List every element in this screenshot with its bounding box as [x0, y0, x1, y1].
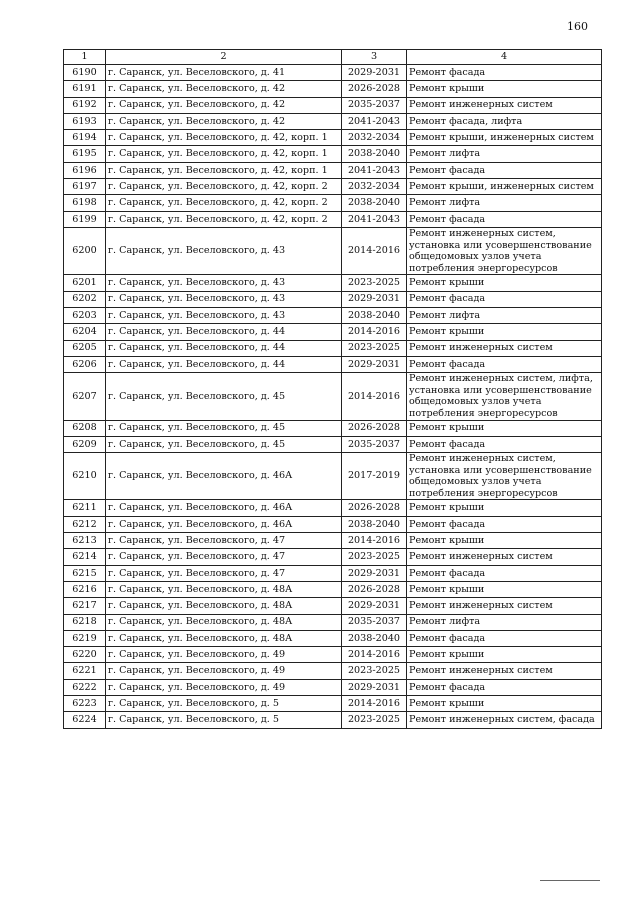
- work-type-cell: Ремонт фасада: [407, 679, 602, 695]
- period-cell: 2041-2043: [342, 211, 407, 227]
- address-cell: г. Саранск, ул. Веселовского, д. 5: [106, 696, 342, 712]
- period-cell: 2023-2025: [342, 663, 407, 679]
- table-row: [64, 516, 602, 532]
- row-number-cell: 6213: [64, 533, 106, 549]
- table-row: [64, 195, 602, 211]
- table-row: [64, 549, 602, 565]
- work-type-cell: Ремонт фасада, лифта: [407, 113, 602, 129]
- period-cell: 2023-2025: [342, 712, 407, 728]
- table-row: [64, 420, 602, 436]
- address-cell: г. Саранск, ул. Веселовского, д. 42: [106, 113, 342, 129]
- period-cell: 2014-2016: [342, 647, 407, 663]
- table-row: [64, 453, 602, 500]
- row-number-cell: 6223: [64, 696, 106, 712]
- work-type-cell: Ремонт крыши: [407, 420, 602, 436]
- period-cell: 2038-2040: [342, 146, 407, 162]
- row-number-cell: 6192: [64, 97, 106, 113]
- work-type-cell: Ремонт фасада: [407, 291, 602, 307]
- work-type-cell: Ремонт фасада: [407, 630, 602, 646]
- row-number-cell: 6221: [64, 663, 106, 679]
- row-number-cell: 6198: [64, 195, 106, 211]
- table-row: [64, 500, 602, 516]
- row-number-cell: 6197: [64, 179, 106, 195]
- table-row: [64, 533, 602, 549]
- row-number-cell: 6211: [64, 500, 106, 516]
- row-number-cell: 6218: [64, 614, 106, 630]
- address-cell: г. Саранск, ул. Веселовского, д. 48А: [106, 614, 342, 630]
- address-cell: г. Саранск, ул. Веселовского, д. 49: [106, 663, 342, 679]
- period-cell: 2041-2043: [342, 162, 407, 178]
- repair-schedule-table: [63, 49, 602, 729]
- work-type-cell: Ремонт крыши: [407, 647, 602, 663]
- period-cell: 2029-2031: [342, 65, 407, 81]
- work-type-cell: Ремонт крыши: [407, 324, 602, 340]
- period-cell: 2014-2016: [342, 696, 407, 712]
- row-number-cell: 6222: [64, 679, 106, 695]
- table-row: [64, 696, 602, 712]
- work-type-cell: Ремонт фасада: [407, 436, 602, 452]
- work-type-cell: Ремонт фасада: [407, 65, 602, 81]
- period-cell: 2014-2016: [342, 227, 407, 274]
- row-number-cell: 6207: [64, 373, 106, 420]
- row-number-cell: 6208: [64, 420, 106, 436]
- address-cell: г. Саранск, ул. Веселовского, д. 42: [106, 81, 342, 97]
- period-cell: 2026-2028: [342, 581, 407, 597]
- address-cell: г. Саранск, ул. Веселовского, д. 43: [106, 275, 342, 291]
- table-row: [64, 65, 602, 81]
- row-number-cell: 6214: [64, 549, 106, 565]
- period-cell: 2026-2028: [342, 420, 407, 436]
- work-type-cell: Ремонт крыши: [407, 275, 602, 291]
- work-type-cell: Ремонт инженерных систем: [407, 598, 602, 614]
- table-row: [64, 614, 602, 630]
- address-cell: г. Саранск, ул. Веселовского, д. 44: [106, 356, 342, 372]
- table-row: [64, 97, 602, 113]
- table-row: [64, 227, 602, 274]
- work-type-cell: Ремонт фасада: [407, 516, 602, 532]
- address-cell: г. Саранск, ул. Веселовского, д. 43: [106, 227, 342, 274]
- table-row: [64, 679, 602, 695]
- work-type-cell: Ремонт крыши: [407, 500, 602, 516]
- table-header-row: [64, 50, 602, 65]
- period-cell: 2032-2034: [342, 179, 407, 195]
- table-row: [64, 598, 602, 614]
- row-number-cell: 6219: [64, 630, 106, 646]
- period-cell: 2014-2016: [342, 324, 407, 340]
- table-row: [64, 113, 602, 129]
- period-cell: 2023-2025: [342, 549, 407, 565]
- work-type-cell: Ремонт крыши, инженерных систем: [407, 179, 602, 195]
- table-row: [64, 647, 602, 663]
- work-type-cell: Ремонт фасада: [407, 356, 602, 372]
- row-number-cell: 6205: [64, 340, 106, 356]
- work-type-cell: Ремонт инженерных систем, установка или усовершенствование общедомовых узлов учета потребления энергоресурсов: [407, 227, 602, 274]
- row-number-cell: 6200: [64, 227, 106, 274]
- address-cell: г. Саранск, ул. Веселовского, д. 49: [106, 647, 342, 663]
- table-row: [64, 565, 602, 581]
- address-cell: г. Саранск, ул. Веселовского, д. 41: [106, 65, 342, 81]
- address-cell: г. Саранск, ул. Веселовского, д. 42, корп. 1: [106, 130, 342, 146]
- table-row: [64, 373, 602, 420]
- work-type-cell: Ремонт лифта: [407, 146, 602, 162]
- table-row: [64, 275, 602, 291]
- address-cell: г. Саранск, ул. Веселовского, д. 48А: [106, 598, 342, 614]
- period-cell: 2023-2025: [342, 275, 407, 291]
- row-number-cell: 6220: [64, 647, 106, 663]
- work-type-cell: Ремонт крыши: [407, 81, 602, 97]
- address-cell: г. Саранск, ул. Веселовского, д. 47: [106, 533, 342, 549]
- address-cell: г. Саранск, ул. Веселовского, д. 46А: [106, 500, 342, 516]
- work-type-cell: Ремонт фасада: [407, 162, 602, 178]
- row-number-cell: 6216: [64, 581, 106, 597]
- address-cell: г. Саранск, ул. Веселовского, д. 43: [106, 307, 342, 323]
- address-cell: г. Саранск, ул. Веселовского, д. 42, корп. 1: [106, 162, 342, 178]
- column-header: 3: [342, 50, 407, 65]
- address-cell: г. Саранск, ул. Веселовского, д. 44: [106, 340, 342, 356]
- row-number-cell: 6190: [64, 65, 106, 81]
- page-number: 160: [567, 20, 588, 33]
- row-number-cell: 6204: [64, 324, 106, 340]
- period-cell: 2026-2028: [342, 500, 407, 516]
- address-cell: г. Саранск, ул. Веселовского, д. 47: [106, 549, 342, 565]
- table-row: [64, 179, 602, 195]
- address-cell: г. Саранск, ул. Веселовского, д. 42: [106, 97, 342, 113]
- work-type-cell: Ремонт инженерных систем: [407, 97, 602, 113]
- address-cell: г. Саранск, ул. Веселовского, д. 49: [106, 679, 342, 695]
- period-cell: 2029-2031: [342, 679, 407, 695]
- period-cell: 2035-2037: [342, 436, 407, 452]
- address-cell: г. Саранск, ул. Веселовского, д. 42, корп. 2: [106, 179, 342, 195]
- period-cell: 2014-2016: [342, 373, 407, 420]
- table-row: [64, 211, 602, 227]
- period-cell: 2029-2031: [342, 565, 407, 581]
- period-cell: 2026-2028: [342, 81, 407, 97]
- table-body: [64, 65, 602, 729]
- address-cell: г. Саранск, ул. Веселовского, д. 45: [106, 436, 342, 452]
- period-cell: 2032-2034: [342, 130, 407, 146]
- row-number-cell: 6199: [64, 211, 106, 227]
- table-row: [64, 630, 602, 646]
- row-number-cell: 6191: [64, 81, 106, 97]
- period-cell: 2023-2025: [342, 340, 407, 356]
- work-type-cell: Ремонт крыши, инженерных систем: [407, 130, 602, 146]
- table-row: [64, 162, 602, 178]
- column-header: 1: [64, 50, 106, 65]
- table-row: [64, 340, 602, 356]
- period-cell: 2041-2043: [342, 113, 407, 129]
- work-type-cell: Ремонт крыши: [407, 533, 602, 549]
- row-number-cell: 6195: [64, 146, 106, 162]
- work-type-cell: Ремонт лифта: [407, 614, 602, 630]
- address-cell: г. Саранск, ул. Веселовского, д. 43: [106, 291, 342, 307]
- address-cell: г. Саранск, ул. Веселовского, д. 42, корп. 2: [106, 211, 342, 227]
- work-type-cell: Ремонт крыши: [407, 696, 602, 712]
- period-cell: 2029-2031: [342, 356, 407, 372]
- address-cell: г. Саранск, ул. Веселовского, д. 44: [106, 324, 342, 340]
- period-cell: 2017-2019: [342, 453, 407, 500]
- table-row: [64, 663, 602, 679]
- table-row: [64, 81, 602, 97]
- row-number-cell: 6209: [64, 436, 106, 452]
- table-row: [64, 146, 602, 162]
- work-type-cell: Ремонт инженерных систем: [407, 663, 602, 679]
- row-number-cell: 6196: [64, 162, 106, 178]
- table-row: [64, 130, 602, 146]
- address-cell: г. Саранск, ул. Веселовского, д. 48А: [106, 581, 342, 597]
- address-cell: г. Саранск, ул. Веселовского, д. 45: [106, 373, 342, 420]
- table-row: [64, 307, 602, 323]
- period-cell: 2029-2031: [342, 291, 407, 307]
- footer-divider: [540, 880, 600, 881]
- row-number-cell: 6210: [64, 453, 106, 500]
- period-cell: 2014-2016: [342, 533, 407, 549]
- row-number-cell: 6194: [64, 130, 106, 146]
- work-type-cell: Ремонт лифта: [407, 307, 602, 323]
- work-type-cell: Ремонт лифта: [407, 195, 602, 211]
- row-number-cell: 6212: [64, 516, 106, 532]
- period-cell: 2038-2040: [342, 630, 407, 646]
- address-cell: г. Саранск, ул. Веселовского, д. 45: [106, 420, 342, 436]
- period-cell: 2038-2040: [342, 516, 407, 532]
- address-cell: г. Саранск, ул. Веселовского, д. 42, корп. 1: [106, 146, 342, 162]
- work-type-cell: Ремонт инженерных систем, фасада: [407, 712, 602, 728]
- table-row: [64, 356, 602, 372]
- table-row: [64, 436, 602, 452]
- period-cell: 2035-2037: [342, 97, 407, 113]
- address-cell: г. Саранск, ул. Веселовского, д. 47: [106, 565, 342, 581]
- work-type-cell: Ремонт инженерных систем, установка или усовершенствование общедомовых узлов учета потребления энергоресурсов: [407, 453, 602, 500]
- address-cell: г. Саранск, ул. Веселовского, д. 46А: [106, 516, 342, 532]
- row-number-cell: 6201: [64, 275, 106, 291]
- column-header: 2: [106, 50, 342, 65]
- table-row: [64, 324, 602, 340]
- row-number-cell: 6206: [64, 356, 106, 372]
- period-cell: 2038-2040: [342, 307, 407, 323]
- row-number-cell: 6215: [64, 565, 106, 581]
- table-row: [64, 581, 602, 597]
- address-cell: г. Саранск, ул. Веселовского, д. 5: [106, 712, 342, 728]
- work-type-cell: Ремонт инженерных систем: [407, 549, 602, 565]
- row-number-cell: 6224: [64, 712, 106, 728]
- address-cell: г. Саранск, ул. Веселовского, д. 48А: [106, 630, 342, 646]
- period-cell: 2029-2031: [342, 598, 407, 614]
- row-number-cell: 6193: [64, 113, 106, 129]
- column-header: 4: [407, 50, 602, 65]
- table-row: [64, 291, 602, 307]
- period-cell: 2038-2040: [342, 195, 407, 211]
- address-cell: г. Саранск, ул. Веселовского, д. 42, корп. 2: [106, 195, 342, 211]
- row-number-cell: 6203: [64, 307, 106, 323]
- table-row: [64, 712, 602, 728]
- work-type-cell: Ремонт фасада: [407, 211, 602, 227]
- work-type-cell: Ремонт фасада: [407, 565, 602, 581]
- row-number-cell: 6217: [64, 598, 106, 614]
- row-number-cell: 6202: [64, 291, 106, 307]
- work-type-cell: Ремонт инженерных систем: [407, 340, 602, 356]
- period-cell: 2035-2037: [342, 614, 407, 630]
- work-type-cell: Ремонт крыши: [407, 581, 602, 597]
- work-type-cell: Ремонт инженерных систем, лифта, установка или усовершенствование общедомовых узлов учета потребления энергоресурсов: [407, 373, 602, 420]
- address-cell: г. Саранск, ул. Веселовского, д. 46А: [106, 453, 342, 500]
